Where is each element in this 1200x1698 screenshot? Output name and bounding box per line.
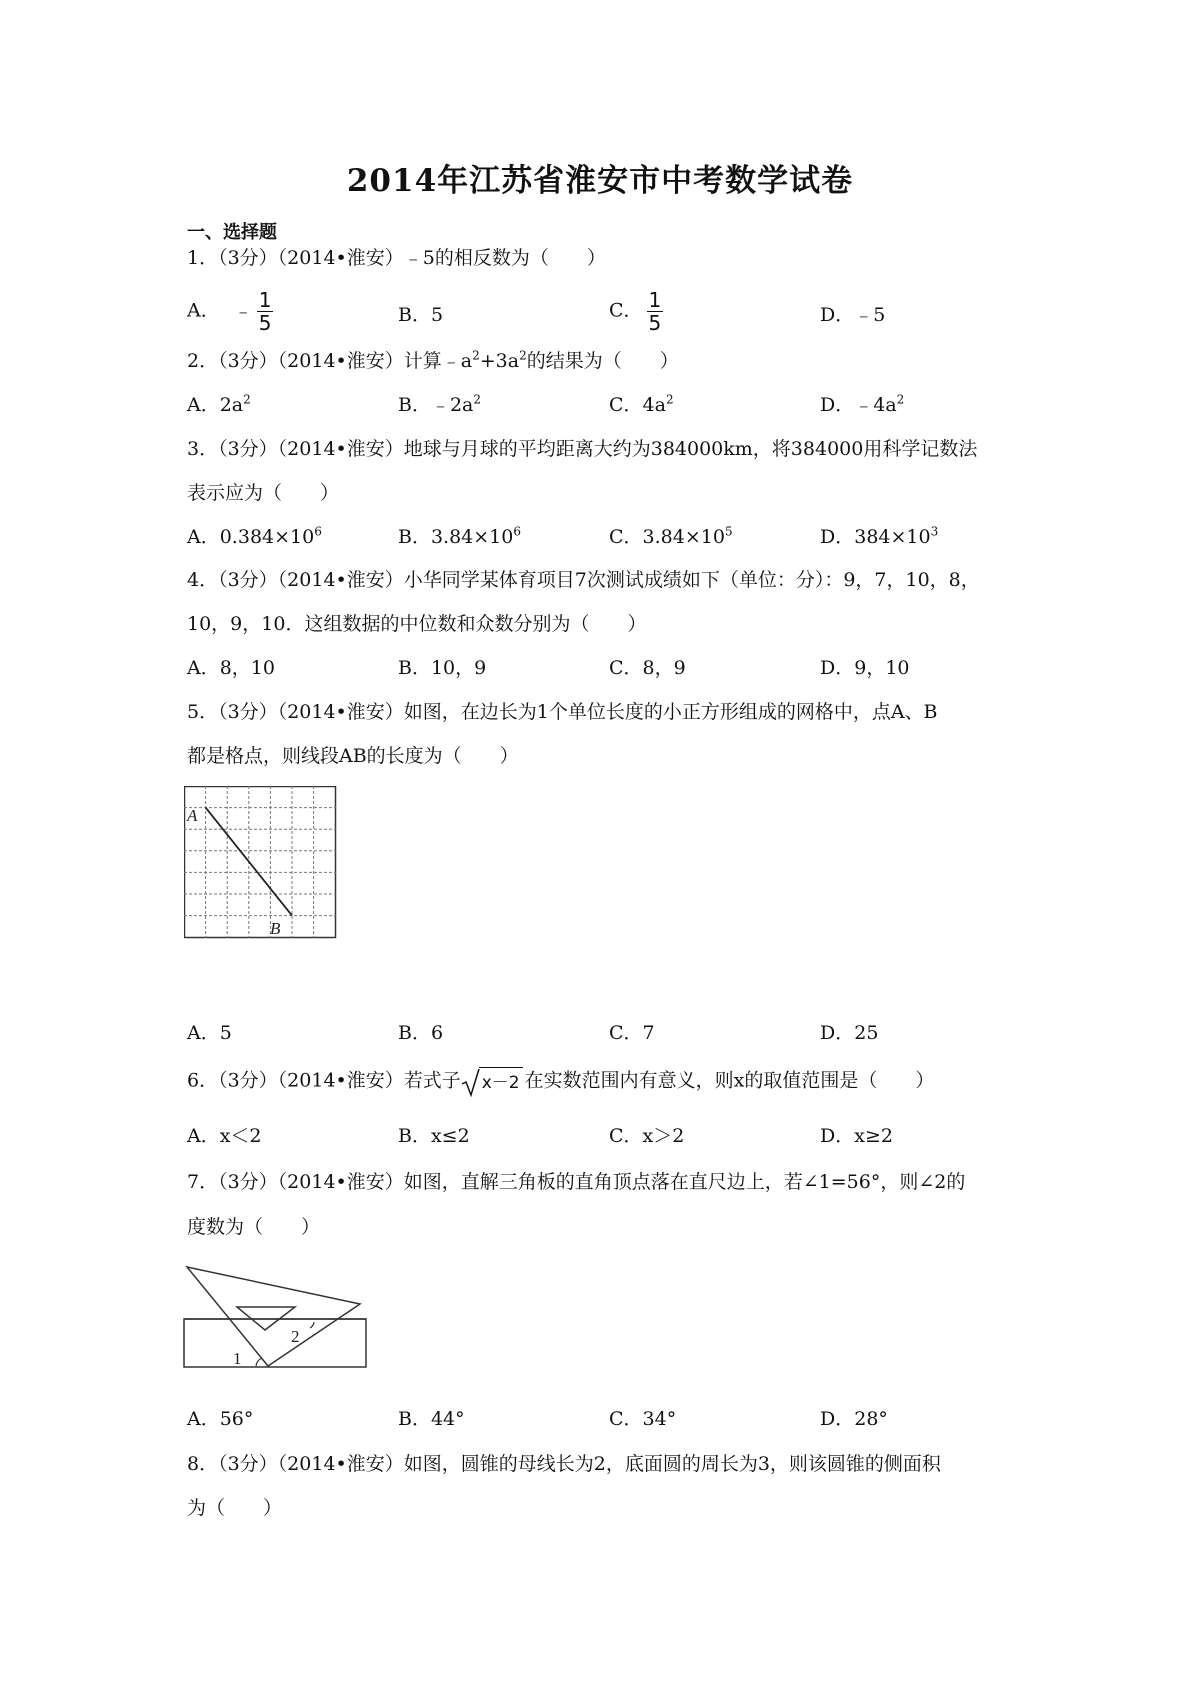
section-heading: 一、选择题 [187, 222, 277, 243]
q1-option-c-fraction: $\frac{1}{5}$ [648, 288, 662, 335]
q2-option-b: B．$﹣2a^2$ [398, 392, 482, 416]
q6-option-d: D．x≥2 [820, 1125, 893, 1147]
q4-option-b: B．10，9 [398, 657, 487, 679]
question-8-stem-line-2: 为（ ） [187, 1497, 283, 1519]
sqrt-expression: x－2 [461, 1067, 525, 1096]
q4-option-c: C．8，9 [609, 657, 686, 679]
grid-figure [184, 786, 338, 940]
question-7-stem-line-2: 度数为（ ） [187, 1216, 321, 1238]
q2-option-d: D．$﹣4a^2$ [820, 392, 905, 416]
q5-option-c: C．7 [609, 1022, 655, 1044]
q7-option-a: A．56° [187, 1408, 254, 1430]
point-a-label: A [187, 806, 198, 825]
ruler [184, 1319, 366, 1367]
q1-option-c: C． $\frac{1}{5}$ [609, 288, 662, 335]
question-4-stem-line-2: 10，9，10．这组数据的中位数和众数分别为（ ） [187, 613, 647, 635]
q1-option-b: B．5 [398, 304, 444, 326]
question-1-stem: 1．（3分）（2014•淮安）﹣5的相反数为（ ） [187, 247, 606, 269]
q3-option-c: C．$3.84\times 10^5$ [609, 524, 733, 548]
q5-option-d: D．25 [820, 1022, 879, 1044]
question-5-stem-line-1: 5．（3分）（2014•淮安）如图，在边长为1个单位长度的小正方形组成的网格中，点A、B [187, 701, 938, 723]
q7-option-d: D．28° [820, 1408, 888, 1430]
q6-option-a: A．x＜2 [187, 1125, 262, 1147]
q4-option-a: A．8，10 [187, 657, 275, 679]
question-3-stem-line-2: 表示应为（ ） [187, 482, 340, 504]
q5-option-a: A．5 [187, 1022, 232, 1044]
question-2-stem: 2．（3分）（2014•淮安）计算$﹣a^2+3a^2$的结果为（ ） [187, 348, 679, 372]
q7-option-b: B．44° [398, 1408, 465, 1430]
q4-option-d: D．9，10 [820, 657, 910, 679]
q3-option-d: D．$384\times 10^3$ [820, 524, 939, 548]
q1-option-d: D．﹣5 [820, 304, 886, 326]
question-6-stem: 6．（3分）（2014•淮安）若式子 x－2 在实数范围内有意义，则x的取值范围是（ ） [187, 1067, 934, 1096]
triangle-ruler-figure [182, 1262, 370, 1372]
angle-1-label: 1 [233, 1349, 242, 1368]
point-b-label: B [270, 919, 281, 938]
question-5-stem-line-2: 都是格点，则线段AB的长度为（ ） [187, 745, 519, 767]
q7-option-c: C．34° [609, 1408, 677, 1430]
q3-option-b: B．$3.84\times 10^6$ [398, 524, 522, 548]
question-4-stem-line-1: 4．（3分）（2014•淮安）小华同学某体育项目7次测试成绩如下（单位：分）：9，7，10，8， [187, 569, 980, 591]
q2-option-c: C．$4a^2$ [609, 392, 674, 416]
q2-option-a: A．$2a^2$ [187, 392, 251, 416]
q6-option-c: C．x＞2 [609, 1125, 685, 1147]
q6-option-b: B．x≤2 [398, 1125, 470, 1147]
q1-option-a: A． ﹣ $\frac{1}{5}$ [187, 288, 272, 335]
question-8-stem-line-1: 8．（3分）（2014•淮安）如图，圆锥的母线长为2，底面圆的周长为3，则该圆锥的侧面积 [187, 1453, 941, 1475]
q5-option-b: B．6 [398, 1022, 444, 1044]
question-3-stem-line-1: 3．（3分）（2014•淮安）地球与月球的平均距离大约为384000km，将384000用科学记数法 [187, 438, 978, 460]
question-7-stem-line-1: 7．（3分）（2014•淮安）如图，直解三角板的直角顶点落在直尺边上，若∠1=56°，则∠2的 [187, 1171, 966, 1193]
angle-2-label: 2 [291, 1327, 300, 1346]
q1-option-a-fraction: $\frac{1}{5}$ [258, 288, 272, 335]
q3-option-a: A．$0.384\times 10^6$ [187, 524, 322, 548]
page-title: 2014年江苏省淮安市中考数学试卷 [346, 163, 854, 199]
